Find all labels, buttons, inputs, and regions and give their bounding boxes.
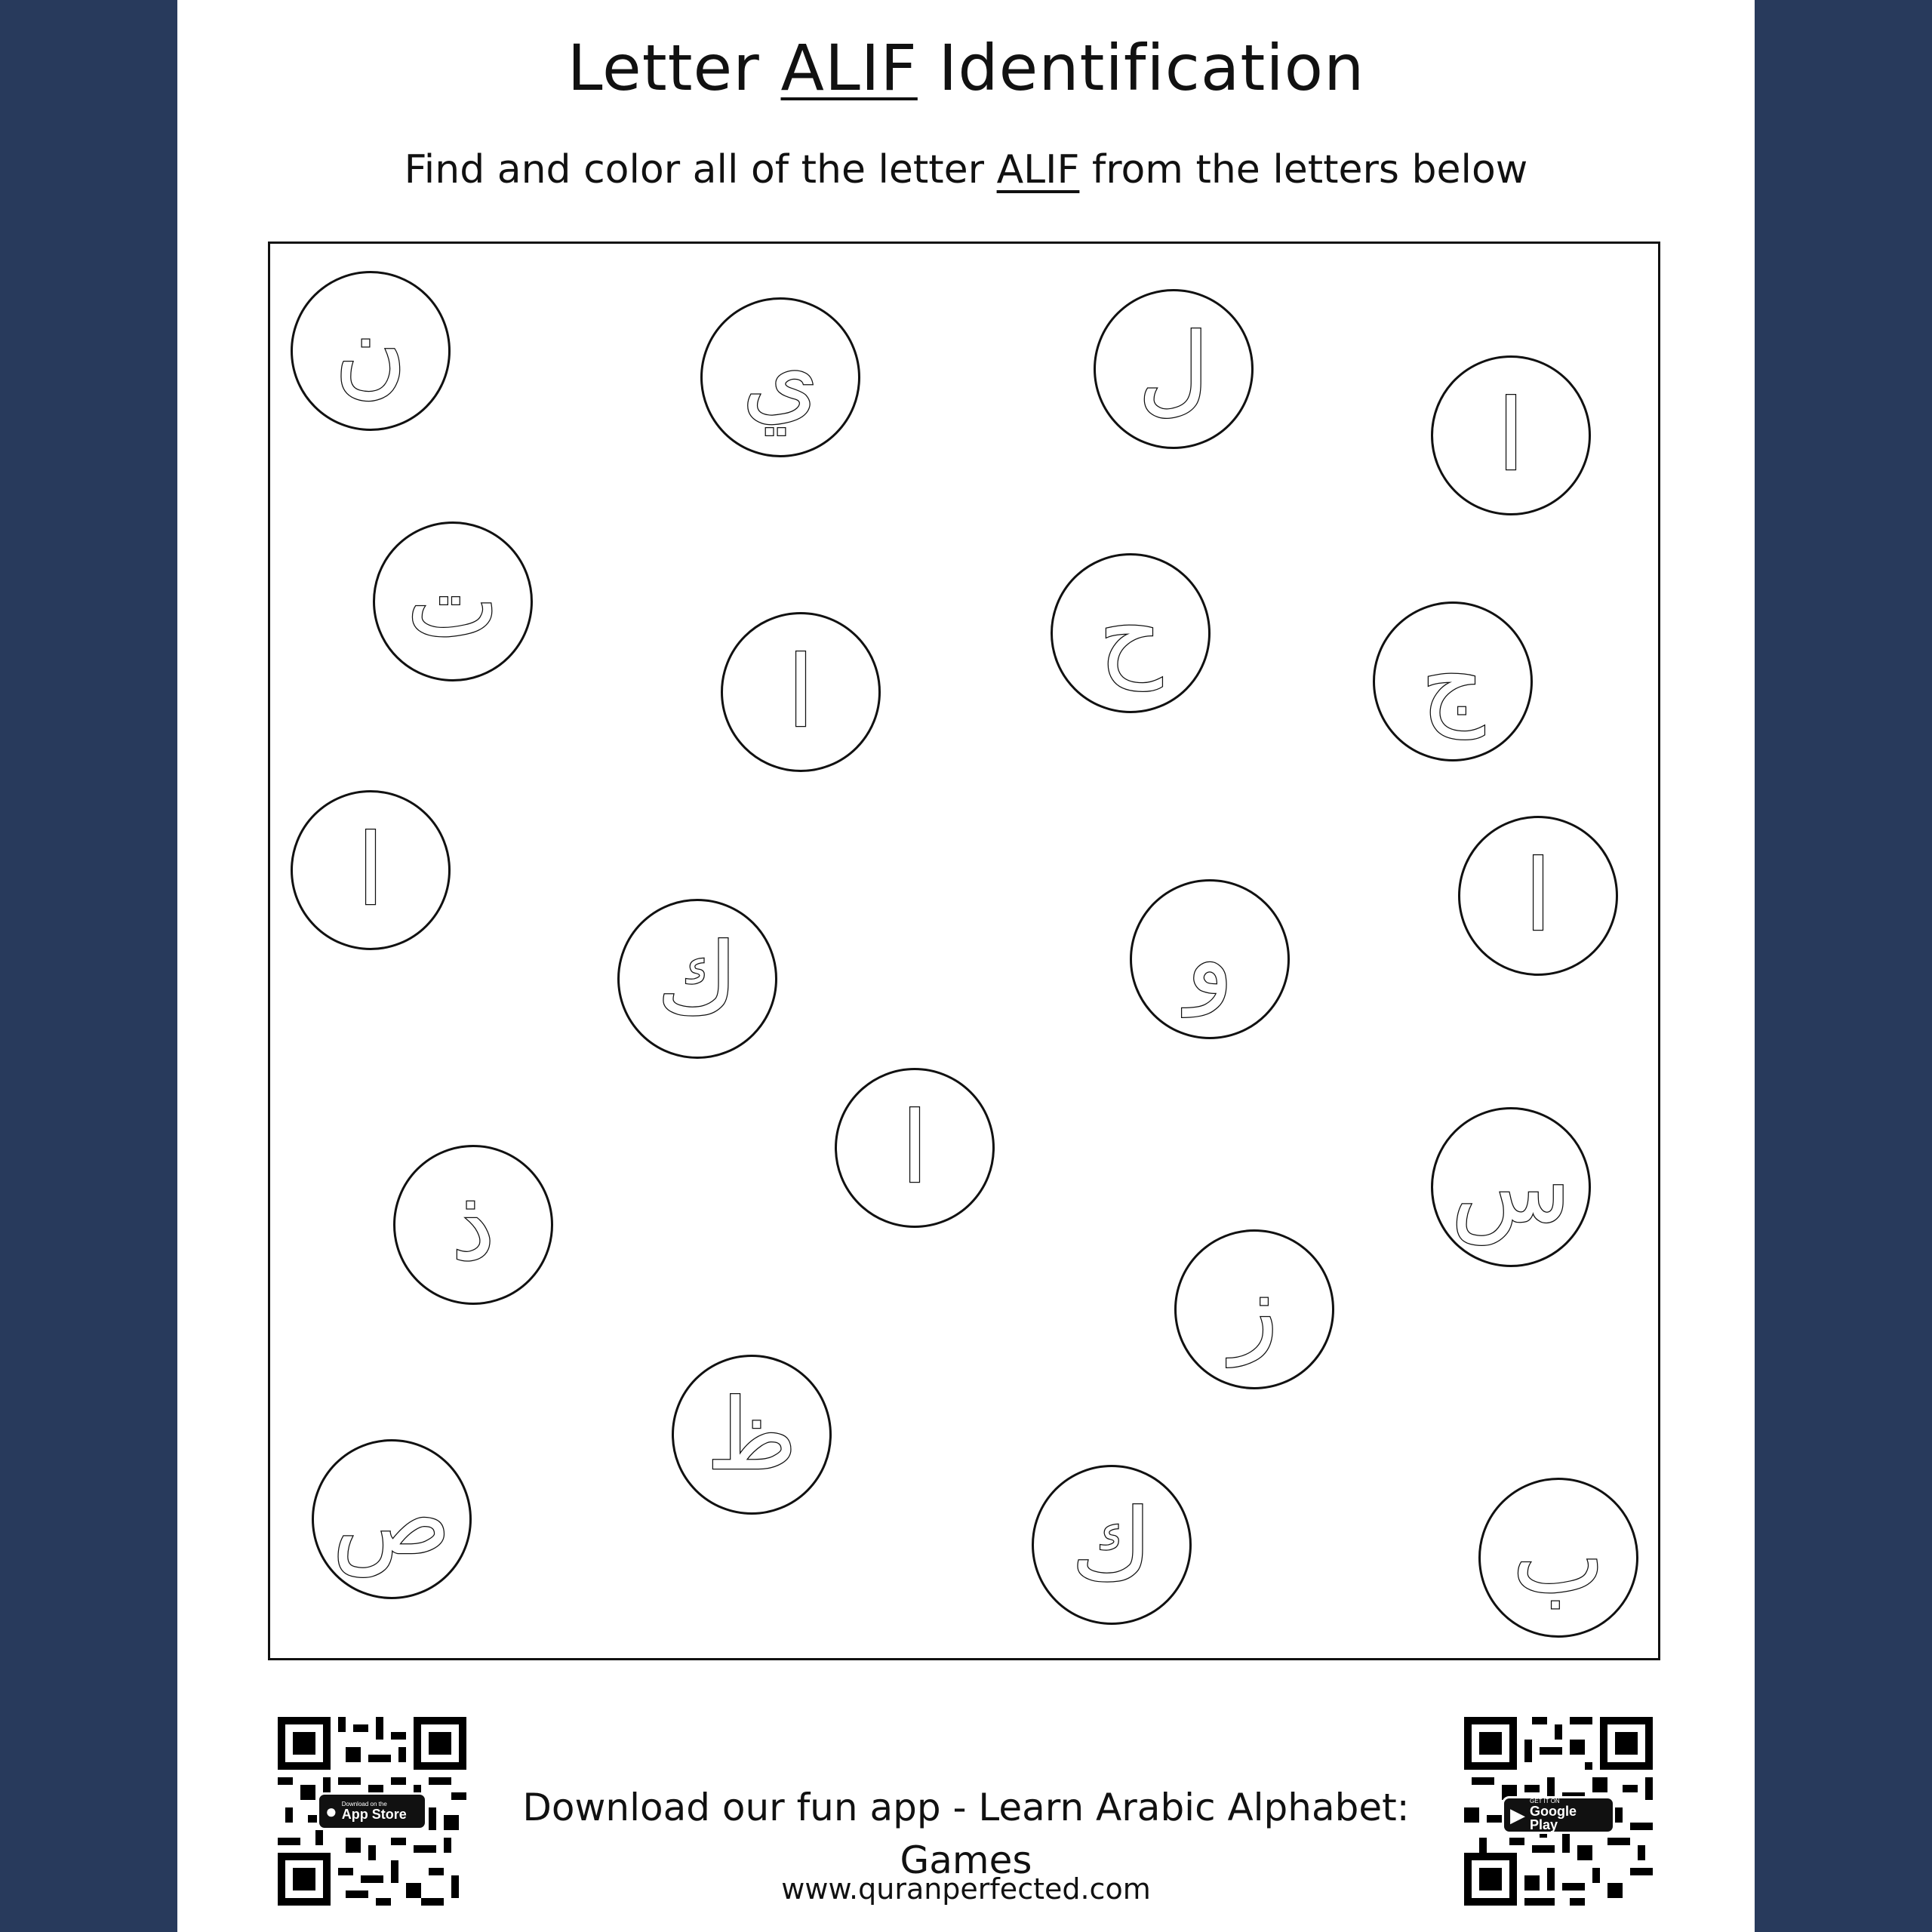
letter-glyph: ك — [657, 921, 738, 1036]
title-suffix: Identification — [917, 31, 1365, 105]
apple-icon: ● — [325, 1800, 337, 1823]
letter-bubble[interactable] — [393, 1145, 553, 1305]
instruction-highlight: ALIF — [996, 147, 1080, 192]
letter-board — [268, 242, 1660, 1660]
letter-glyph: ا — [1497, 378, 1525, 493]
letter-bubble[interactable] — [1373, 601, 1533, 761]
letter-bubble[interactable] — [1431, 355, 1591, 515]
google-play-small-text: GET IT ON — [1530, 1798, 1560, 1804]
letter-glyph: ل — [1137, 312, 1210, 426]
letter-bubble[interactable] — [617, 899, 777, 1059]
letter-bubble[interactable] — [312, 1439, 472, 1599]
app-store-big-text: App Store — [341, 1807, 407, 1822]
letter-glyph: ا — [786, 635, 815, 749]
google-play-badge[interactable] — [1502, 1796, 1615, 1834]
app-store-badge[interactable] — [317, 1792, 427, 1830]
letter-bubble[interactable] — [373, 521, 533, 681]
letter-bubble[interactable] — [835, 1068, 995, 1228]
google-play-big-text: Google Play — [1530, 1804, 1577, 1832]
letter-glyph: ذ — [451, 1168, 495, 1282]
letter-glyph: ن — [334, 294, 407, 408]
letter-glyph: ز — [1230, 1252, 1278, 1367]
left-border-panel — [0, 0, 177, 1932]
letter-glyph: ا — [1524, 838, 1552, 953]
letter-bubble[interactable] — [1032, 1465, 1192, 1625]
letter-bubble[interactable] — [291, 790, 451, 950]
letter-bubble[interactable] — [700, 297, 860, 457]
letter-glyph: ا — [900, 1091, 929, 1205]
right-border-panel — [1755, 0, 1932, 1932]
letter-glyph: ب — [1512, 1500, 1605, 1615]
instruction-text — [177, 143, 1755, 196]
website-link[interactable]: www.quranperfected.com — [781, 1872, 1151, 1906]
letter-glyph: ت — [406, 544, 500, 659]
letter-glyph: س — [1451, 1130, 1571, 1244]
letter-bubble[interactable] — [1458, 816, 1618, 976]
letter-bubble[interactable] — [1431, 1107, 1591, 1267]
letter-glyph: ك — [1071, 1487, 1152, 1602]
letter-bubble[interactable] — [1174, 1229, 1334, 1389]
letter-bubble[interactable] — [1051, 553, 1211, 713]
letter-bubble[interactable] — [291, 271, 451, 431]
letter-bubble[interactable] — [672, 1355, 832, 1515]
instruction-suffix: from the letters below — [1079, 147, 1528, 192]
letter-glyph: ي — [742, 320, 819, 435]
instruction-prefix: Find and color all of the letter — [404, 147, 997, 192]
letter-glyph: ا — [356, 813, 385, 928]
letter-bubble[interactable] — [1094, 289, 1254, 449]
letter-glyph: ظ — [706, 1377, 798, 1492]
letter-bubble[interactable] — [721, 612, 881, 772]
letter-glyph: ص — [332, 1462, 451, 1577]
page-title — [177, 30, 1755, 106]
letter-bubble[interactable] — [1130, 879, 1290, 1039]
letter-bubble[interactable] — [1478, 1478, 1638, 1638]
letter-glyph: و — [1186, 902, 1234, 1017]
letter-glyph: ح — [1099, 576, 1162, 691]
title-highlight: ALIF — [780, 31, 918, 105]
google-play-icon: ▶ — [1510, 1804, 1525, 1826]
title-prefix: Letter — [567, 31, 781, 105]
download-app-text: Download our fun app - Learn Arabic Alphabet: Games — [522, 1786, 1410, 1882]
app-store-small-text: Download on the — [341, 1801, 387, 1807]
letter-glyph: ج — [1421, 624, 1484, 739]
